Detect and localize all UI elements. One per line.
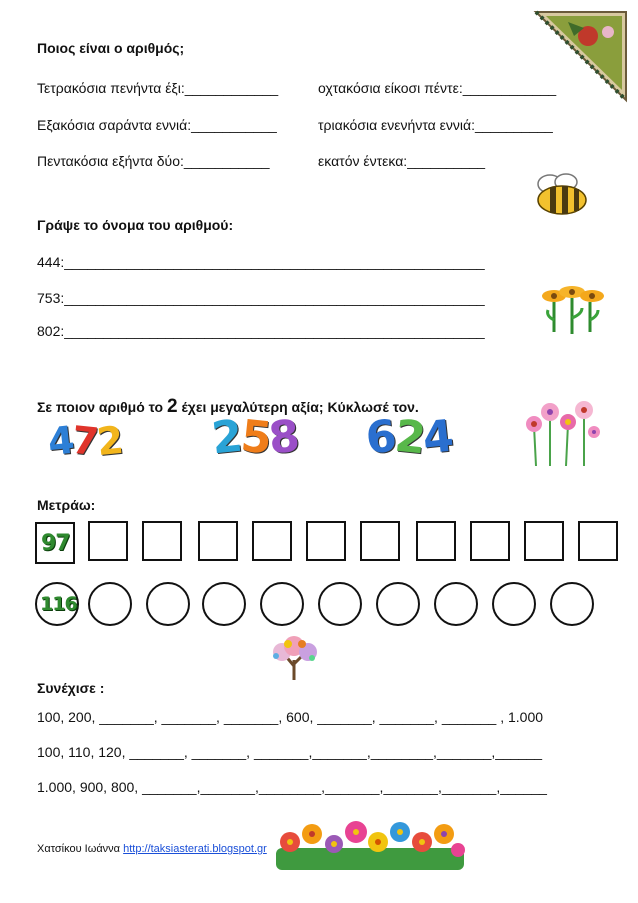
number-digit: 6	[363, 410, 400, 465]
section-title-continue: Συνέχισε :	[37, 680, 105, 696]
count-square-6[interactable]	[306, 521, 346, 561]
count-square-4[interactable]	[198, 521, 238, 561]
count-square-3[interactable]	[142, 521, 182, 561]
number-digit: 4	[45, 417, 77, 465]
count-start-square	[35, 522, 75, 564]
count-circle-9[interactable]	[492, 582, 536, 626]
count-start-116: 116	[40, 593, 77, 615]
number-words-row-1-left: Τετρακόσια πενήντα έξι:____________	[37, 80, 279, 96]
count-circle-7[interactable]	[376, 582, 420, 626]
count-circle-3[interactable]	[146, 582, 190, 626]
number-digit: 2	[94, 417, 126, 465]
bee-icon	[528, 170, 592, 218]
number-words-row-3-left: Πεντακόσια εξήντα δύο:___________	[37, 153, 270, 169]
number-choice-472[interactable]	[45, 417, 126, 465]
count-start-97: 97	[41, 531, 70, 556]
count-circle-4[interactable]	[202, 582, 246, 626]
write-name-line-753: 753:______________________________________________________	[37, 290, 485, 306]
footer-blog-link[interactable]: http://taksiasterati.blogspot.gr	[123, 843, 267, 855]
place-value-title-end: έχει μεγαλύτερη αξία; Κύκλωσέ τον.	[181, 399, 419, 415]
count-square-11[interactable]	[578, 521, 618, 561]
write-name-line-802: 802:______________________________________________________	[37, 323, 485, 339]
count-start-circle	[35, 582, 79, 626]
number-choice-624[interactable]	[363, 410, 457, 465]
number-words-row-1-right: οχτακόσια είκοσι πέντε:____________	[318, 80, 557, 96]
sequence-line-hundreds: 100, 200, _______, _______, _______, 600, _______, _______, _______ , 1.000	[37, 709, 544, 725]
flowers-icon	[520, 396, 602, 468]
place-value-title-start: Σε ποιον αριθμό το	[37, 399, 164, 415]
count-circle-5[interactable]	[260, 582, 304, 626]
number-digit: 2	[209, 410, 246, 465]
footer	[37, 843, 267, 855]
number-choice-258[interactable]	[209, 410, 303, 465]
count-square-8[interactable]	[416, 521, 456, 561]
sequence-line-tens: 100, 110, 120, _______, _______, _______,_______,________,_______,______	[37, 744, 543, 760]
number-digit: 8	[266, 410, 303, 465]
count-square-10[interactable]	[524, 521, 564, 561]
number-digit: 5	[238, 410, 274, 465]
sequence-line-descending: 1.000, 900, 800, _______,_______,________,_______,_______,_______,______	[37, 779, 547, 795]
count-square-2[interactable]	[88, 521, 128, 561]
count-square-7[interactable]	[360, 521, 400, 561]
section-title-what-number: Ποιος είναι ο αριθμός;	[37, 40, 185, 56]
count-circle-8[interactable]	[434, 582, 478, 626]
place-value-digit: 2	[166, 396, 178, 417]
footer-author: Χατσίκου Ιωάννα	[37, 843, 121, 855]
count-circle-6[interactable]	[318, 582, 362, 626]
write-name-line-444: 444:______________________________________________________	[37, 254, 485, 270]
count-circle-2[interactable]	[88, 582, 132, 626]
count-circle-10[interactable]	[550, 582, 594, 626]
number-words-row-3-right: εκατόν έντεκα:__________	[318, 153, 486, 169]
number-digit: 4	[420, 410, 457, 465]
section-title-write-name: Γράψε το όνομα του αριθμού:	[37, 217, 234, 233]
number-digit: 2	[392, 410, 428, 465]
number-digit: 7	[70, 417, 102, 465]
count-square-9[interactable]	[470, 521, 510, 561]
tree-icon	[264, 636, 324, 682]
number-words-row-2-left: Εξακόσια σαράντα εννιά:___________	[37, 117, 277, 133]
count-square-5[interactable]	[252, 521, 292, 561]
flowers-icon	[542, 280, 608, 336]
section-title-counting: Μετράω:	[37, 497, 96, 513]
number-words-row-2-right: τριακόσια ενενήντα εννιά:__________	[318, 117, 553, 133]
flower-border-icon	[272, 814, 468, 874]
